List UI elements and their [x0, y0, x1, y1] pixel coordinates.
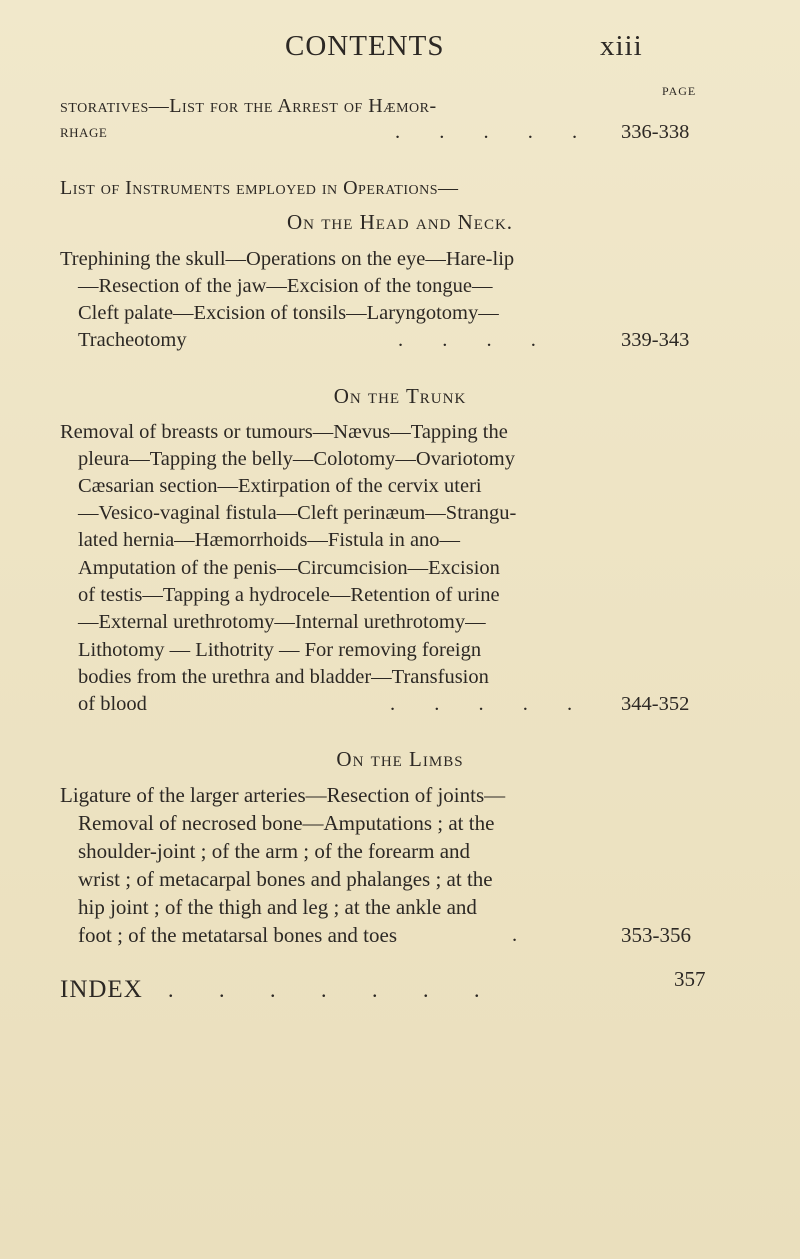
section-trunk-heading: On the Trunk [333, 384, 467, 408]
head-neck-line: Trephining the skull—Operations on the eye—Hare-lip [60, 248, 515, 270]
trunk-leader: . . . . . [390, 693, 573, 715]
trunk-line: Removal of breasts or tumours—Nævus—Tapping the [60, 421, 508, 443]
limbs-line: Ligature of the larger arteries—Resection of joints— [60, 783, 506, 807]
head-neck-leader: . . . . [398, 329, 536, 351]
limbs-leader: . [512, 924, 518, 946]
trunk-line: pleura—Tapping the belly—Colotomy—Ovariotomy [78, 448, 515, 470]
trunk-line: lated hernia—Hæmorrhoids—Fistula in ano— [78, 529, 461, 551]
trunk-pages: 344-352 [621, 693, 690, 715]
head-neck-line: Cleft palate—Excision of tonsils—Laryngotomy— [78, 302, 499, 324]
trunk-line: of blood [78, 693, 147, 715]
head-neck-line: —Resection of the jaw—Excision of the tongue— [78, 275, 493, 297]
page-title: CONTENTS [285, 30, 445, 62]
trunk-line: of testis—Tapping a hydrocele—Retention of urine [78, 584, 500, 606]
index-page: 357 [674, 967, 706, 991]
limbs-line: Removal of necrosed bone—Amputations ; at the [78, 811, 495, 835]
limbs-line: hip joint ; of the thigh and leg ; at the ankle and [78, 895, 477, 919]
trunk-line: bodies from the urethra and bladder—Transfusion [78, 666, 489, 688]
trunk-line: Lithotomy — Lithotrity — For removing foreign [78, 639, 482, 661]
section-head-neck-heading: On the Head and Neck. [286, 210, 514, 234]
trunk-line: Amputation of the penis—Circumcision—Excision [78, 557, 500, 579]
index-label: INDEX [60, 976, 143, 1003]
page-folio: xiii [600, 30, 643, 62]
section-limbs-heading: On the Limbs [336, 747, 464, 771]
limbs-line: wrist ; of metacarpal bones and phalanges ; at the [78, 867, 493, 891]
head-neck-line: Tracheotomy [78, 329, 187, 351]
trunk-line: —Vesico-vaginal fistula—Cleft perinæum—Strangu- [78, 502, 517, 524]
entry-restoratives-line-1: storatives—List for the Arrest of Hæmor- [60, 95, 437, 117]
entry-restoratives-pages: 336-338 [621, 121, 690, 143]
entry-restoratives-line-2: rhage [60, 121, 108, 142]
entry-restoratives-leader: . . . . . [395, 121, 578, 143]
instruments-heading: List of Instruments employed in Operations— [60, 177, 459, 199]
index-leader: . . . . . . . [168, 977, 480, 1002]
trunk-line: Cæsarian section—Extirpation of the cervix uteri [78, 475, 482, 497]
limbs-line: foot ; of the metatarsal bones and toes [78, 923, 397, 947]
page-column-heading: PAGE [662, 84, 697, 98]
limbs-pages: 353-356 [621, 923, 691, 947]
limbs-line: shoulder-joint ; of the arm ; of the forearm and [78, 839, 471, 863]
trunk-line: —External urethrotomy—Internal urethrotomy— [78, 611, 486, 633]
running-header [0, 30, 800, 70]
head-neck-pages: 339-343 [621, 329, 690, 351]
